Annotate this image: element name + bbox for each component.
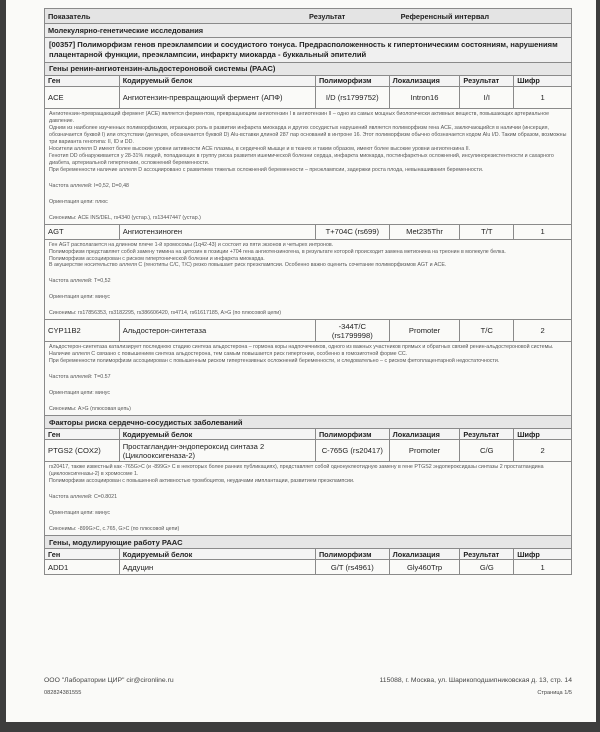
col-polymorphism: Полиморфизм: [316, 549, 390, 559]
gene-code: 1: [540, 227, 545, 237]
synonyms: Синонимы: ACE INS/DEL, rs4340 (устар.), rs13447447 (устар.): [49, 214, 201, 221]
gene-localization: Met235Thr: [390, 225, 461, 239]
description-line: Ген AGT располагается на длинном плече 1-й хромосомы (1q42-43) и состоит из пяти экзонов и четырех интронов.: [49, 241, 334, 248]
panel-title: [00357] Полиморфизм генов преэклампсии и сосудистого тонуса. Предрасположенность к гипертоническим состояниям, нарушениям плацентарной функции, преэклампсии, инфаркту миокарда - буккальный эпителий: [44, 38, 572, 63]
gene-description-agt: [44, 240, 572, 321]
synonyms: Синонимы: -899G>C, c.765, G>C (по плюсовой цепи): [49, 526, 180, 533]
col-code: Шифр: [517, 76, 540, 86]
gene-row-agt: [44, 225, 572, 240]
gene-polymorphism: T+704C (rs699): [316, 225, 390, 239]
col-polymorphism: Полиморфизм: [316, 429, 390, 439]
col-gene: Ген: [45, 549, 120, 559]
description-line: Носители аллеля D имеют более высокие уровни активности ACE плазмы, в сердечной мышце и в тканях и таким образом, имеют более высокие уровни ангиотензина II.: [49, 145, 471, 152]
gene-polymorphism: G/T (rs4961): [316, 560, 390, 574]
col-gene: Ген: [45, 76, 120, 86]
gene-row-ptgs2: [44, 440, 572, 462]
gene-name: PTGS2 (COX2): [45, 440, 120, 461]
document-page: [6, 0, 596, 722]
col-result: Результат: [460, 76, 514, 86]
gene-result: T/C: [460, 320, 514, 341]
gene-protein: Ангиотензиноген: [120, 225, 316, 239]
description-line: Полиморфизм ассоциирован с риском гипертонической болезни и инфаркта миокарда.: [49, 255, 265, 262]
gene-protein: Альдостерон-синтетаза: [120, 320, 316, 341]
description-line: При беременности полиморфизм ассоциирован с повышенным риском гипертензивных осложнений беременности, и следовательно – с риском фетоплацентарной недостаточности.: [49, 358, 500, 365]
gene-name: ADD1: [45, 560, 120, 574]
header-indicator: Показатель: [48, 11, 91, 21]
synonyms: Синонимы: A>G (плюсовая цепь): [49, 406, 131, 413]
gene-result: T/T: [460, 225, 514, 239]
description-line: Альдостерон-синтетаза катализирует последнюю стадию синтеза альдостерона – гормона коры надпочечников, одного из важных участников прямых и обратных связей ренин-альдостероновой системы.: [49, 344, 554, 351]
description-line: Генотип DD обнаруживается у 28-31% людей, попадающих в группу риска развития ишемической болезни сердца, инфаркта миокарда, постинфарктных осложнений, инсулинорезистентности и сахарного диабета, артериальной гипертензии, осложнений беременности.: [49, 152, 554, 166]
gene-protein: Ангиотензин-превращающий фермент (АПФ): [120, 87, 316, 108]
gene-table-header: [44, 429, 572, 440]
synonyms: Синонимы: rs17856353, rs3182295, rs386606420, rs4714, rs61617185, A>G (по плюсовой цепи): [49, 310, 281, 317]
gene-polymorphism: I/D (rs1799752): [316, 87, 390, 108]
col-code: Шифр: [517, 549, 540, 559]
description-line: rs20417, также известный как -765G>C (и -899G> C в некоторых более ранних публикациях), представляет собой однонуклеотидную замену в гене PTGS2 эндопероксидазы синтазы 2 простагландина (циклооксигеназы-2) в хромосоме 1.: [49, 464, 544, 478]
col-localization: Локализация: [390, 429, 461, 439]
footer-order-number: 082824381555: [44, 690, 82, 696]
allele-frequency: Частота аллелей: T=0,52: [49, 278, 111, 285]
col-code: Шифр: [517, 429, 540, 439]
description-line: Наличие аллеля C связано с повышением синтеза альдостерона, тем самым повышается риск гипертонии, особенно в гомозиготной форме CC.: [49, 351, 408, 358]
gene-description-cyp11b2: [44, 342, 572, 416]
gene-code: 2: [540, 446, 545, 456]
allele-frequency: Частота аллелей: C=0.8021: [49, 494, 118, 501]
gene-localization: Intron16: [390, 87, 461, 108]
strand-orientation: Ориентация цепи: минус: [49, 390, 110, 397]
gene-protein: Аддуцин: [120, 560, 316, 574]
table-header: [44, 8, 572, 24]
gene-name: AGT: [45, 225, 120, 239]
gene-result: G/G: [460, 560, 514, 574]
section-title: Молекулярно-генетические исследования: [44, 24, 572, 38]
gene-polymorphism: C-765G (rs20417): [316, 440, 390, 461]
description-line: В акушерстве носительство аллеля C (генотипы C/C, T/C) резко повышает риск преэклампсии. Особенно важно оценить сочетание полиморфизмов AGT и ACE.: [49, 262, 447, 269]
gene-localization: Promoter: [390, 320, 461, 341]
gene-description-ace: [44, 109, 572, 225]
footer-organization: ООО "Лаборатории ЦИР" cir@cironline.ru: [44, 677, 174, 684]
col-protein: Кодируемый белок: [120, 549, 316, 559]
gene-localization: Gly460Trp: [390, 560, 461, 574]
strand-orientation: Ориентация цепи: минус: [49, 294, 110, 301]
allele-frequency: Частота аллелей: T=0.57: [49, 374, 111, 381]
gene-code: 1: [540, 562, 545, 572]
col-protein: Кодируемый белок: [120, 429, 316, 439]
strand-orientation: Ориентация цепи: минус: [49, 510, 110, 517]
gene-localization: Promoter: [390, 440, 461, 461]
results-table: [44, 8, 572, 575]
col-localization: Локализация: [390, 549, 461, 559]
allele-frequency: Частота аллелей: I=0,52, D=0,48: [49, 182, 129, 189]
description-line: Полиморфизм представляет собой замену тимина на цитозин в позиции +704 гена ангиотензиногена, в результате которой происходит замена метионина на треонин в молекуле белка.: [49, 248, 506, 255]
strand-orientation: Ориентация цепи: плюс: [49, 198, 108, 205]
gene-code: 2: [540, 326, 545, 336]
col-result: Результат: [460, 429, 514, 439]
footer-address: 115088, г. Москва, ул. Шарикоподшипниковская д. 13, стр. 14: [379, 677, 572, 684]
footer-page-number: Страница 1/5: [537, 690, 572, 696]
header-reference: Референсный интервал: [400, 11, 490, 21]
gene-code: 1: [540, 92, 545, 102]
gene-row-add1: [44, 560, 572, 575]
gene-result: I/I: [460, 87, 514, 108]
gene-name: ACE: [45, 87, 120, 108]
group-title: Гены, модулирующие работу РААС: [44, 536, 572, 549]
group-title: Гены ренин-ангиотензин-альдостероновой системы (РААС): [44, 63, 572, 76]
description-line: Ангиотензин-превращающий фермент (ACE) является ферментом, превращающим ангиотензин I в ангиотензин II – одно из самых мощных биологически активных веществ, повышающих артериальное давление.: [49, 110, 550, 124]
gene-row-ace: [44, 87, 572, 109]
col-polymorphism: Полиморфизм: [316, 76, 390, 86]
header-result: Результат: [309, 11, 346, 21]
gene-table-header: [44, 549, 572, 560]
gene-description-ptgs2: [44, 462, 572, 536]
gene-row-cyp11b2: [44, 320, 572, 342]
col-localization: Локализация: [390, 76, 461, 86]
description-line: Одним из наиболее изученных полиморфизмов, играющих роль в развитии инфаркта миокарда и других сосудистых нарушений является полиморфизм гена ACE, заключающийся в наличии (инсерция, обозначается буквой I) или отсутствии (делеция, обозначается буквой D) Alu-вставки длиной 287 пар оснований в интроне 16. Этот полиморфизм обычно обозначается кодом Alu I/D. Таким образом, возможны три варианта генотипа: II, ID и DD.: [49, 124, 567, 145]
col-gene: Ген: [45, 429, 120, 439]
gene-table-header: [44, 76, 572, 87]
gene-name: CYP11B2: [45, 320, 120, 341]
gene-result: C/G: [460, 440, 514, 461]
description-line: При беременности наличие аллеля D ассоциировано с развитием тяжелых осложнений беременности – преэклампсии, задержки роста плода, невынашивания беременности.: [49, 166, 484, 173]
description-line: Полиморфизм ассоциирован с повышенной активностью тромбоцитов, неудачами имплантации, развитием преэклампсии.: [49, 478, 355, 485]
col-protein: Кодируемый белок: [120, 76, 316, 86]
gene-protein: Простагландин-эндопероксид синтаза 2 (Циклооксигеназа-2): [120, 440, 316, 461]
gene-polymorphism: -344T/C (rs1799998): [316, 320, 390, 341]
group-title: Факторы риска сердечно-сосудистых заболеваний: [44, 416, 572, 429]
col-result: Результат: [460, 549, 514, 559]
